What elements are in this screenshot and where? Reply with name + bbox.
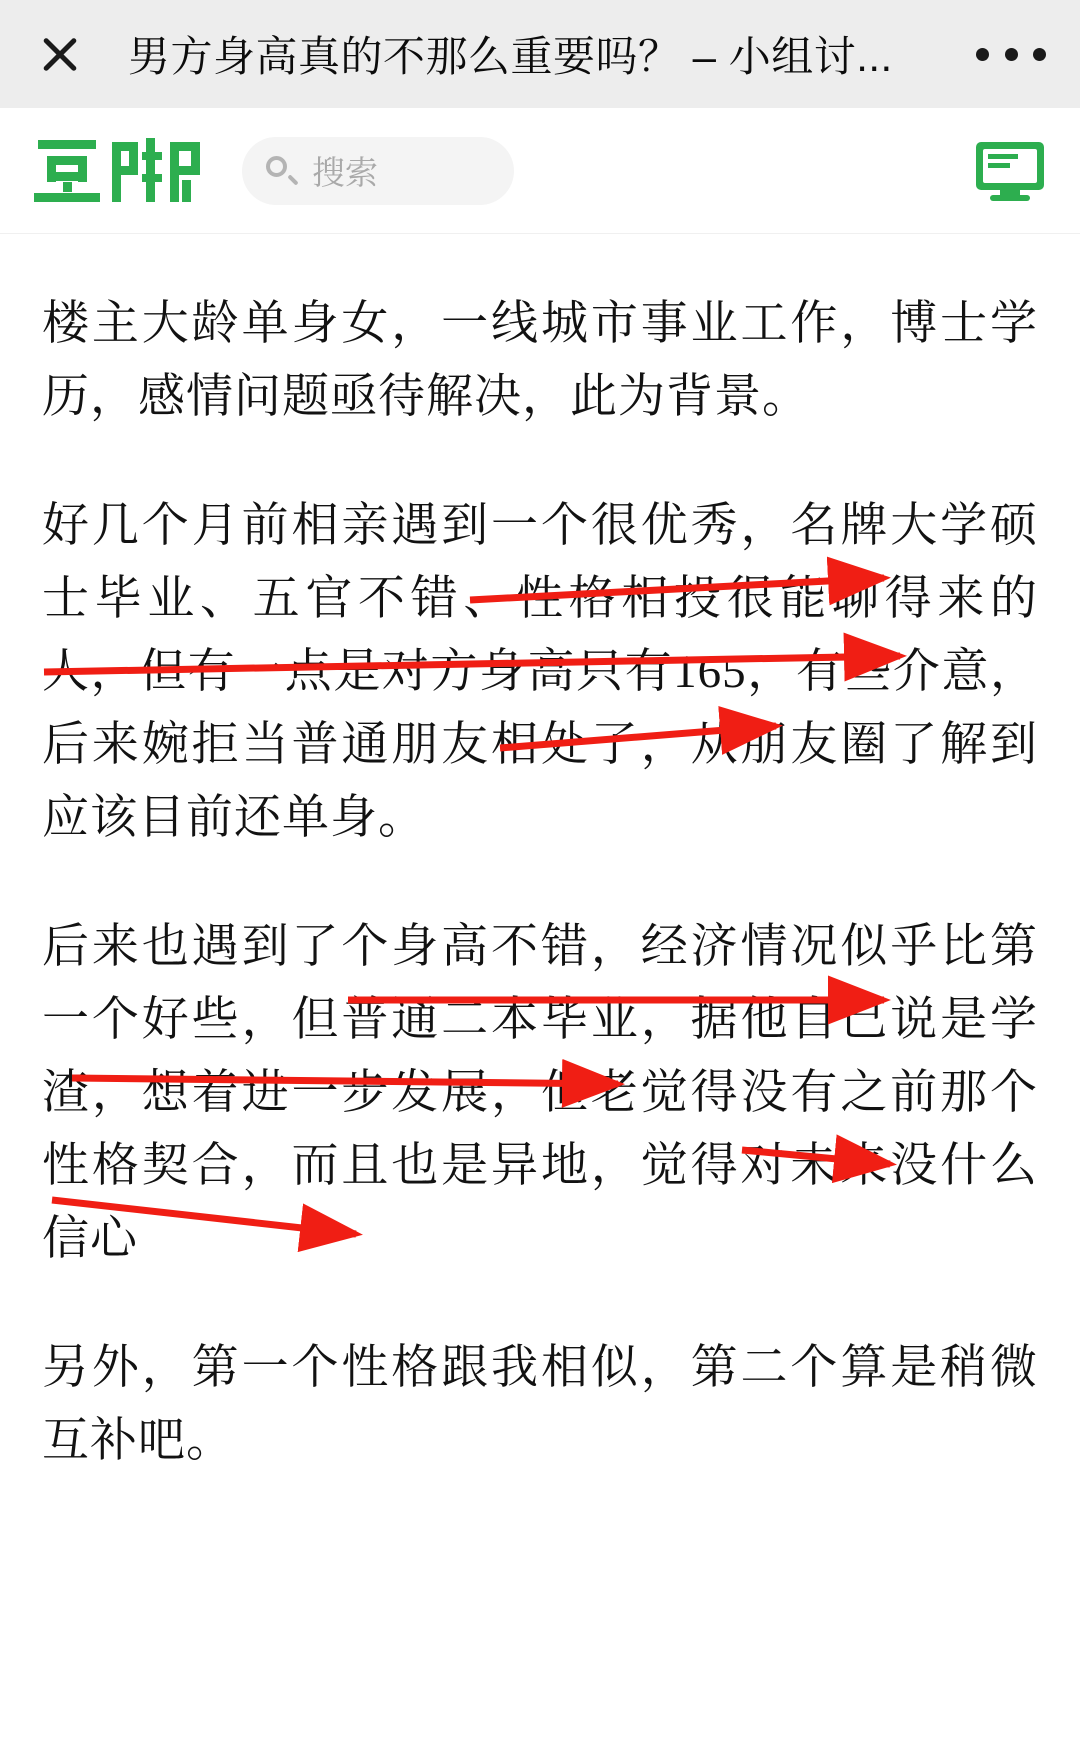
close-icon[interactable] (34, 28, 86, 80)
post-paragraph: 好几个月前相亲遇到一个很优秀，名牌大学硕士毕业、五官不错、性格相投很能聊得来的人，但有一点是对方身高只有165，有些介意，后来婉拒当普通朋友相处了，从朋友圈了解到应该目前还单身。 (42, 500, 1038, 844)
post-paragraph: 另外，第一个性格跟我相似，第二个算是稍微互补吧。 (42, 1342, 1038, 1467)
douban-logo[interactable] (34, 136, 206, 206)
more-dot (1033, 48, 1046, 61)
douban-app-header (0, 108, 1080, 234)
search-placeholder: 搜索 (312, 154, 378, 191)
more-options-icon[interactable] (976, 26, 1046, 82)
desktop-monitor-icon[interactable] (974, 140, 1046, 202)
page-title: 男方身高真的不那么重要吗？ – 小组讨... (128, 33, 893, 80)
more-dot (976, 48, 989, 61)
post-body (0, 234, 1080, 1478)
post-paragraph: 楼主大龄单身女，一线城市事业工作，博士学历，感情问题亟待解决，此为背景。 (42, 298, 1038, 423)
wechat-topbar (0, 0, 1080, 108)
more-dot (1005, 48, 1018, 61)
search-input[interactable] (242, 137, 514, 205)
post-paragraph: 后来也遇到了个身高不错，经济情况似乎比第一个好些，但普通二本毕业，据他自己说是学渣，想着进一步发展，但老觉得没有之前那个性格契合，而且也是异地，觉得对未来没什么信心 (42, 921, 1038, 1265)
search-icon (264, 154, 298, 188)
